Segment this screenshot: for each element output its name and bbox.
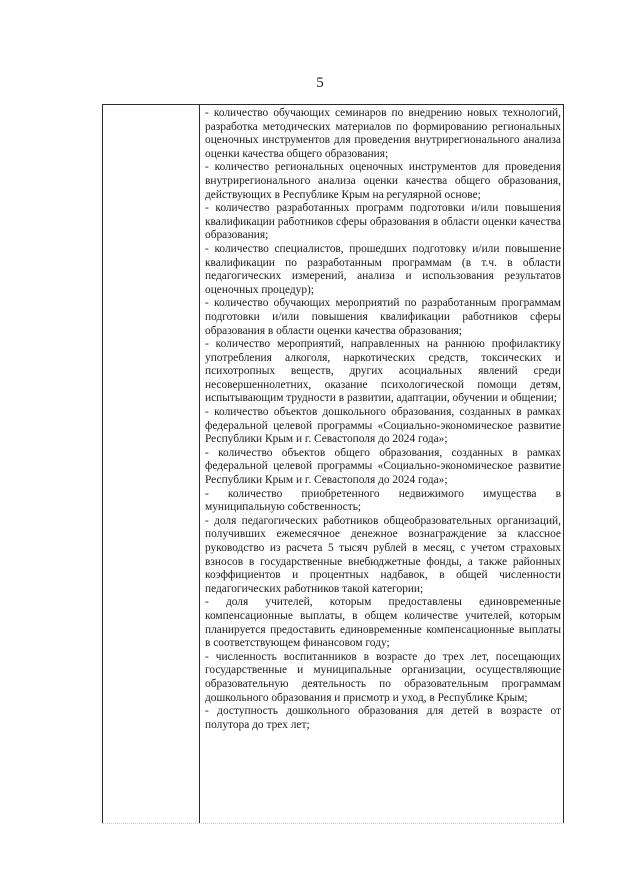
list-item: - доступность дошкольного образования для детей в возрасте от полутора до трех лет; xyxy=(205,705,561,731)
list-item: - количество обучающих мероприятий по разработанным программам подготовки и/или повышения квалификации работников сферы образования в области оценки качества образования; xyxy=(205,297,561,337)
list-item: - доля учителей, которым предоставлены единовременные компенсационные выплаты, в общем количестве учителей, которым планируется предоставить единовременные компенсационные выплаты в соответствующем финансовом году; xyxy=(205,596,561,650)
table-left-cell xyxy=(103,105,200,824)
table-right-cell xyxy=(205,107,561,821)
list-item: - количество обучающих семинаров по внедрению новых технологий, разработка методических материалов по формированию региональных оценочных инструментов для проведения внутрирегионального анализа оценки качества общего образования; xyxy=(205,107,561,160)
list-item: - количество приобретенного недвижимого имущества в муниципальную собственность; xyxy=(205,487,561,514)
scan-edge-line xyxy=(102,823,564,824)
page-number: 5 xyxy=(316,75,324,91)
list-item: - численность воспитанников в возрасте до трех лет, посещающих государственные и муниципальные организации, осуществляющие образовательную деятельность по образовательным программам дошкольного образования и присмотр и уход, в Республике Крым; xyxy=(205,650,561,704)
list-item: - доля педагогических работников общеобразовательных организаций, получивших ежемесячное денежное вознаграждение за классное руководство из расчета 5 тысяч рублей в месяц, с учетом страховых взносов в государственные внебюджетные фонды, а также районных коэффициентов и процентных надбавок, в общей численности педагогических работников такой категории; xyxy=(205,514,561,595)
list-item: - количество разработанных программ подготовки и/или повышения квалификации работников сферы образования в области оценки качества образования; xyxy=(205,202,561,242)
list-item: - количество объектов общего образования, созданных в рамках федеральной целевой программы «Социально-экономическое развитие Республики Крым и г. Севастополя до 2024 года»; xyxy=(205,446,561,487)
indicators-table xyxy=(102,104,564,824)
list-item: - количество объектов дошкольного образования, созданных в рамках федеральной целевой программы «Социально-экономическое развитие Республики Крым и г. Севастополя до 2024 года»; xyxy=(205,406,561,446)
list-item: - количество мероприятий, направленных на раннюю профилактику употребления алкоголя, наркотических средств, токсических и психотропных веществ, других асоциальных явлений среди несовершеннолетних, оказание психологической помощи детям, испытывающим трудности в развитии, адаптации, обучении и общении; xyxy=(205,338,561,405)
indicator-list xyxy=(205,107,561,732)
list-item: - количество региональных оценочных инструментов для проведения внутрирегионального анализа оценки качества общего образования, действующих в Республике Крым на регулярной основе; xyxy=(205,161,561,201)
list-item: - количество специалистов, прошедших подготовку и/или повышение квалификации по разработанным программам (в т.ч. в области педагогических измерений, анализа и использования результатов оценочных процедур); xyxy=(205,242,561,296)
